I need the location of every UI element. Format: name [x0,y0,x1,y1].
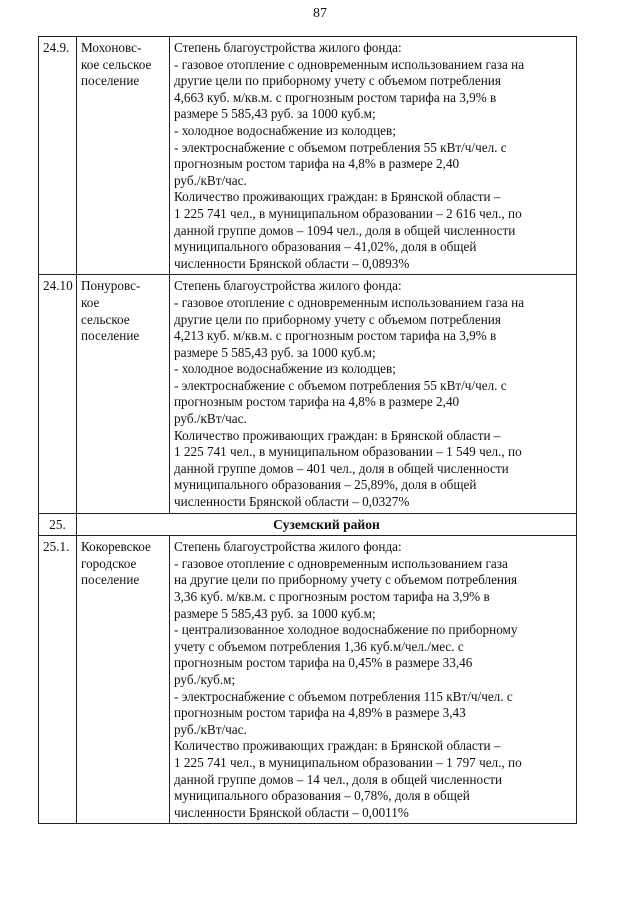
settlement-details: Степень благоустройства жилого фонда: - газовое отопление с одновременным использованием газа на другие цели по приборному учету с объемом потребления 4,213 куб. м/кв.м. с прогнозным ростом тарифа на 3,9% в размере 5 585,43 руб. за 1000 куб.м; - холодное водоснабжение из колодцев; - электроснабжение с объемом потребления 55 кВт/ч/чел. с прогнозным ростом тарифа на 4,8% в размере 2,40 руб./кВт/час. Количество проживающих граждан: в Брянской области – 1 225 741 чел., в муниципальном образовании – 1 549 чел., по данной группе домов – 401 чел., доля в общей численности муниципального образования – 25,89%, доля в общей численности Брянской области – 0,0327% [170,275,577,513]
page-number: 87 [313,6,327,21]
table-row [39,275,577,513]
table-row [39,37,577,275]
settlement-details: Степень благоустройства жилого фонда: - газовое отопление с одновременным использованием газа на другие цели по приборному учету с объемом потребления 3,36 куб. м/кв.м. с прогнозным ростом тарифа на 3,9% в размере 5 585,43 руб. за 1000 куб.м; - централизованное холодное водоснабжение по приборному учету с объемом потребления 1,36 куб.м/чел./мес. с прогнозным ростом тарифа на 0,45% в размере 33,46 руб./куб.м; - электроснабжение с объемом потребления 115 кВт/ч/чел. с прогнозным ростом тарифа на 4,89% в размере 3,43 руб./кВт/час. Количество проживающих граждан: в Брянской области – 1 225 741 чел., в муниципальном образовании – 1 797 чел., по данной группе домов – 14 чел., доля в общей численности муниципального образования – 0,78%, доля в общей численности Брянской области – 0,0011% [170,536,577,824]
settlement-name: Понуровс- кое сельское поселение [77,275,170,513]
settlement-name: Кокоревское городское поселение [77,536,170,824]
row-number: 24.9. [39,37,77,275]
region-number: 25. [39,513,77,536]
region-name: Суземский район [77,513,577,536]
settlement-name: Мохоновс- кое сельское поселение [77,37,170,275]
region-header-row [39,513,577,536]
settlement-details: Степень благоустройства жилого фонда: - газовое отопление с одновременным использованием газа на другие цели по приборному учету с объемом потребления 4,663 куб. м/кв.м. с прогнозным ростом тарифа на 3,9% в размере 5 585,43 руб. за 1000 куб.м; - холодное водоснабжение из колодцев; - электроснабжение с объемом потребления 55 кВт/ч/чел. с прогнозным ростом тарифа на 4,8% в размере 2,40 руб./кВт/час. Количество проживающих граждан: в Брянской области – 1 225 741 чел., в муниципальном образовании – 2 616 чел., по данной группе домов – 1094 чел., доля в общей численности муниципального образования – 41,02%, доля в общей численности Брянской области – 0,0893% [170,37,577,275]
settlements-table [38,36,577,824]
row-number: 25.1. [39,536,77,824]
row-number: 24.10 [39,275,77,513]
table-row [39,536,577,824]
